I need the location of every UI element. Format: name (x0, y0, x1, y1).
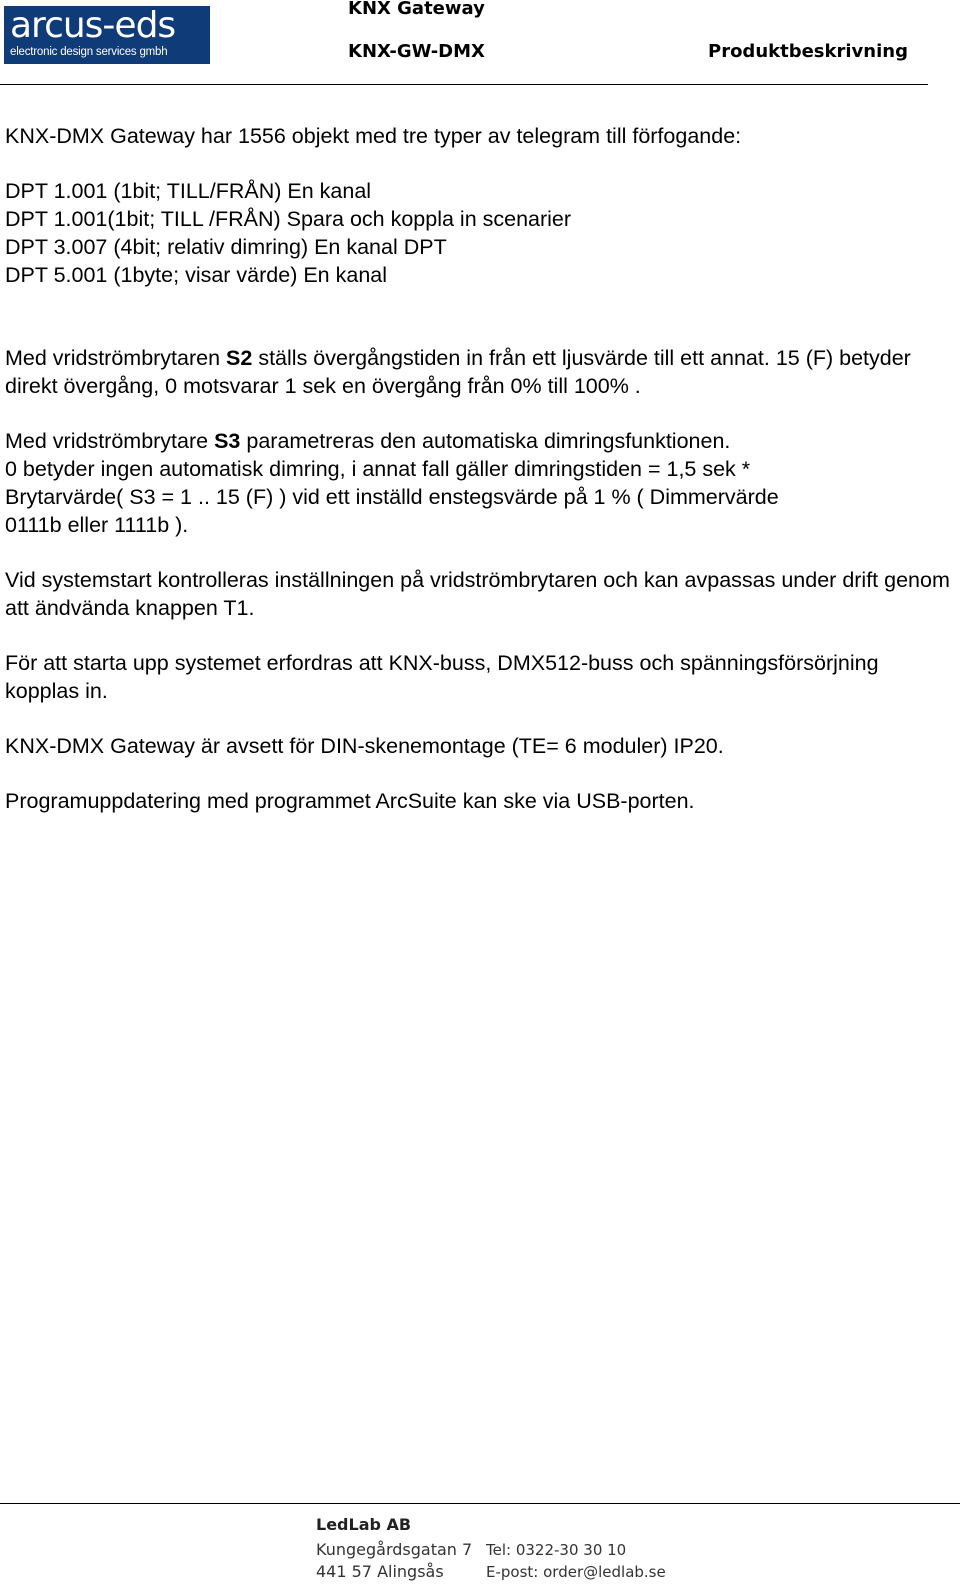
logo-text: arcus-eds (10, 5, 176, 46)
header-doc-type: Produktbeskrivning (708, 41, 908, 62)
dpt-line: DPT 3.007 (4bit; relativ dimring) En kanal DPT (5, 235, 447, 259)
dpt-line: DPT 1.001(1bit; TILL /FRÅN) Spara och koppla in scenarier (5, 207, 572, 231)
requirements-paragraph: För att starta upp systemet erfordras att KNX-buss, DMX512-buss och spänningsförsörjning kopplas in. (5, 651, 879, 703)
company-logo (4, 6, 210, 64)
s3-text-post: parametreras den automatiska dimringsfunktionen. (240, 429, 731, 453)
mounting-paragraph: KNX-DMX Gateway är avsett för DIN-skenemontage (TE= 6 moduler) IP20. (5, 734, 724, 758)
update-paragraph: Programuppdatering med programmet ArcSuite kan ske via USB-porten. (5, 789, 695, 813)
s3-text-pre: Med vridströmbrytare (5, 429, 215, 453)
s3-switch-label: S3 (214, 429, 241, 453)
s3-paragraph (5, 427, 955, 539)
dpt-line: DPT 1.001 (1bit; TILL/FRÅN) En kanal (5, 179, 372, 203)
intro-paragraph: KNX-DMX Gateway har 1556 objekt med tre typer av telegram till förfogande: (5, 124, 742, 148)
s2-text-post: ställs övergångstiden in från ett ljusvärde till ett annat. 15 (F) betyder direkt övergång, 0 motsvarar 1 sek en övergång från 0% till 100% . (5, 346, 911, 398)
document-body (5, 122, 955, 815)
footer-divider (0, 1503, 960, 1504)
s3-line: 0 betyder ingen automatisk dimring, i annat fall gäller dimringstiden = 1,5 sek * (5, 457, 751, 481)
s2-paragraph (5, 344, 955, 400)
footer-company: LedLab AB (316, 1515, 412, 1534)
header-model: KNX-GW-DMX (348, 41, 485, 62)
footer-email: E-post: order@ledlab.se (486, 1563, 666, 1581)
dpt-line: DPT 5.001 (1byte; visar värde) En kanal (5, 263, 388, 287)
s2-switch-label: S2 (226, 346, 253, 370)
logo-tagline: electronic design services gmbh (10, 46, 168, 58)
startup-paragraph: Vid systemstart kontrolleras inställningen på vridströmbrytaren och kan avpassas under drift genom att ändvända knappen T1. (5, 568, 950, 620)
s2-text-pre: Med vridströmbrytaren (5, 346, 227, 370)
footer-city: 441 57 Alingsås (316, 1562, 444, 1581)
s3-line (5, 427, 955, 455)
s3-line: Brytarvärde( S3 = 1 .. 15 (F) ) vid ett inställd enstegsvärde på 1 % ( Dimmervärde (5, 485, 779, 509)
header-title: KNX Gateway (348, 0, 485, 19)
header-divider (0, 84, 928, 85)
dpt-list (5, 177, 955, 289)
footer-phone: Tel: 0322-30 30 10 (486, 1541, 627, 1559)
footer-street: Kungegårdsgatan 7 (316, 1540, 473, 1559)
s3-line: 0111b eller 1111b ). (5, 513, 189, 537)
